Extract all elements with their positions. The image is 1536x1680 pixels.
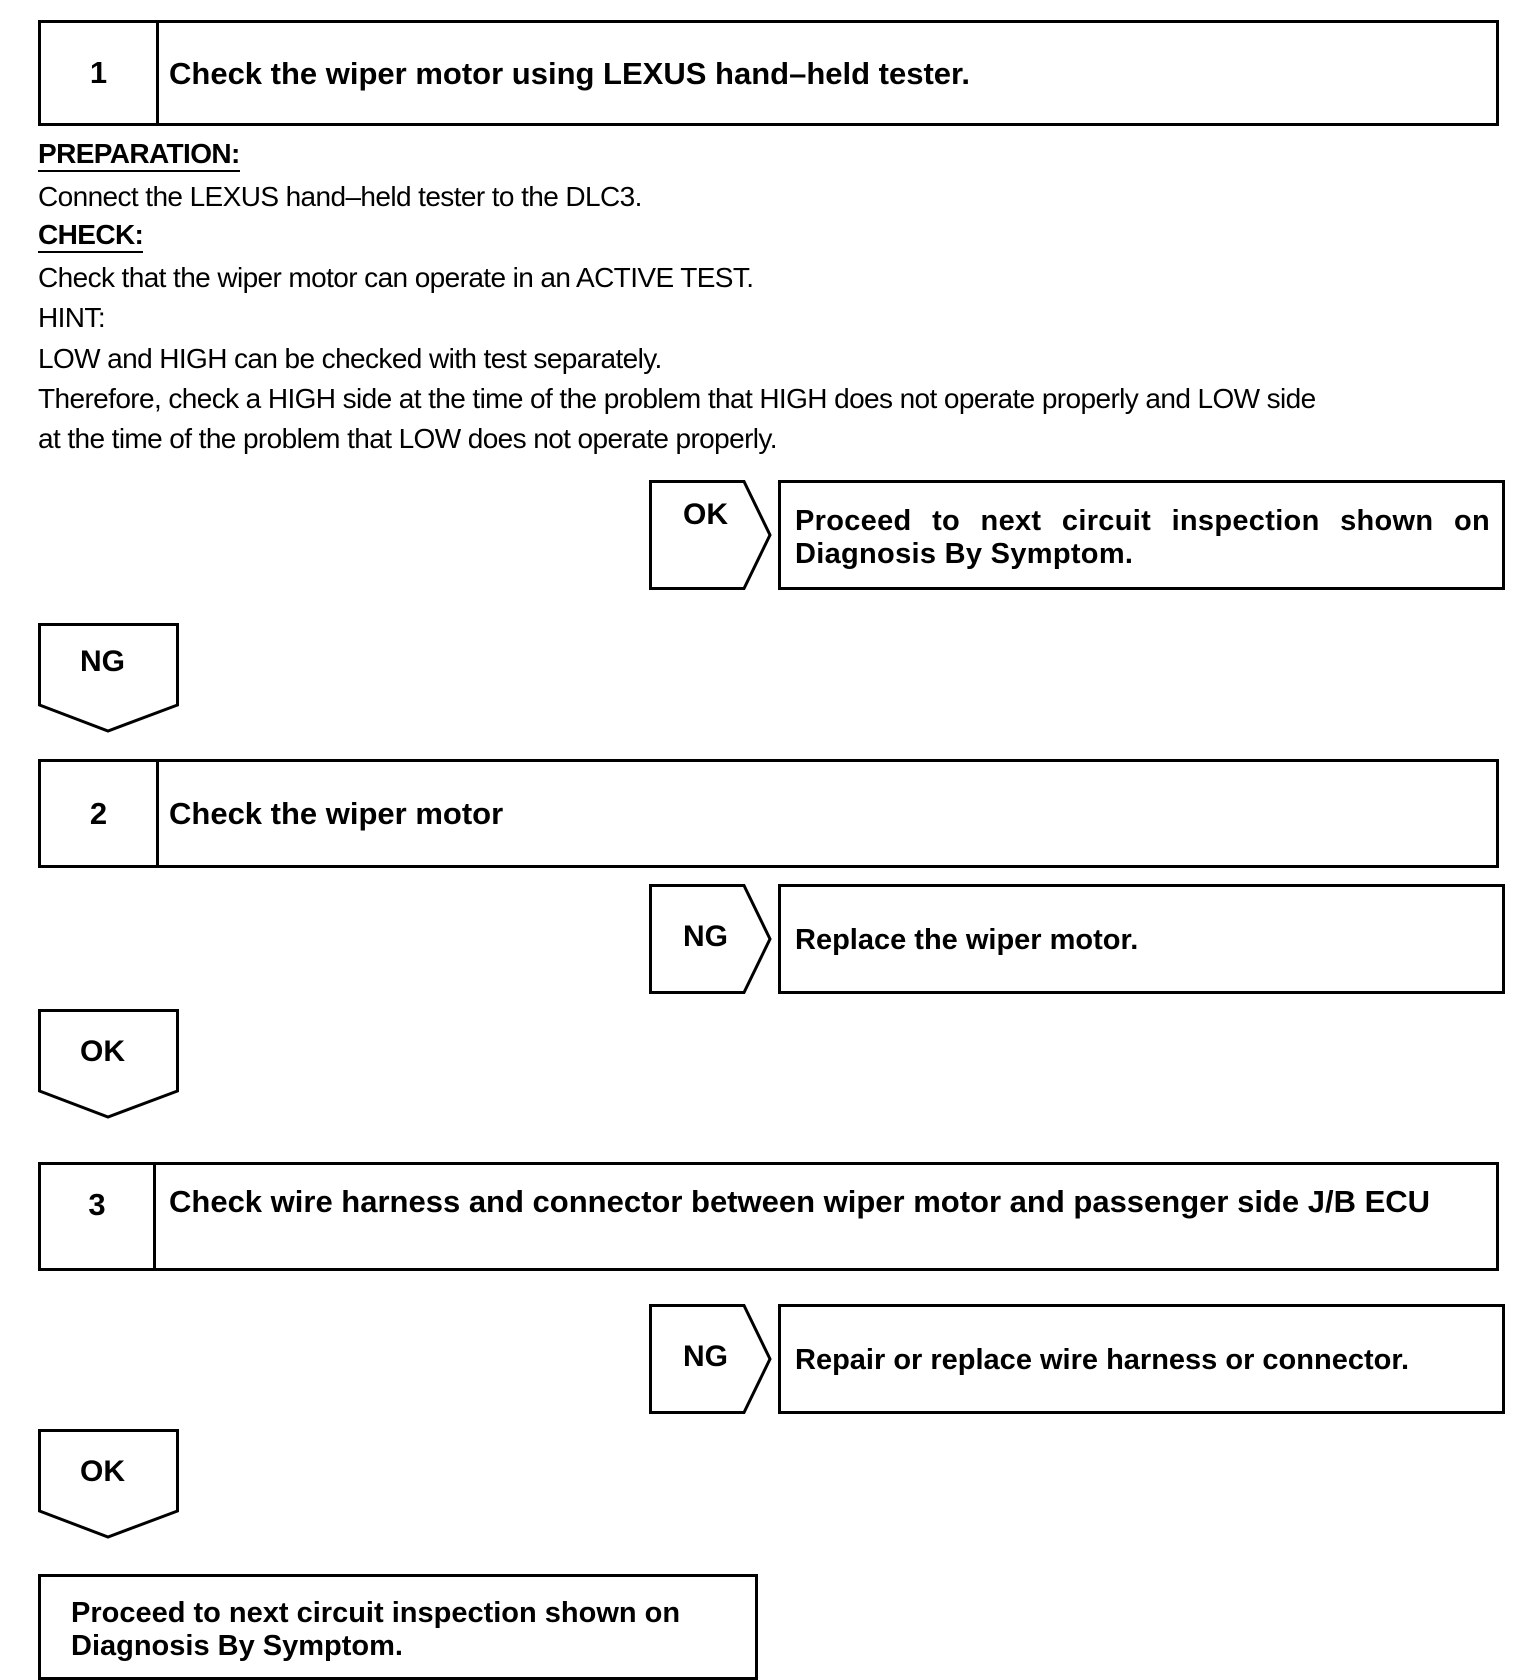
step-title: Check wire harness and connector between wiper motor and passenger side J/B ECU: [169, 1184, 1431, 1219]
step-number: 2: [41, 762, 159, 865]
check-heading: CHECK:: [38, 219, 143, 253]
check-text: Check that the wiper motor can operate in an ACTIVE TEST.: [38, 262, 754, 293]
branch-label: OK: [80, 1035, 125, 1068]
hint-label: HINT:: [38, 302, 106, 333]
result-text: Proceed to next circuit inspection shown on Diagnosis By Symptom.: [795, 505, 1490, 570]
branch-label: NG: [683, 1340, 728, 1373]
ng-arrow-3: [649, 1304, 773, 1414]
step-2-box: [38, 759, 1499, 868]
final-result-box: [38, 1574, 758, 1680]
ng-arrow-2: [649, 884, 773, 994]
preparation-heading: PREPARATION:: [38, 138, 240, 172]
branch-label: OK: [80, 1455, 125, 1488]
result-box-3: [778, 1304, 1505, 1414]
result-box-2: [778, 884, 1505, 994]
ok-arrow-1: [649, 480, 773, 590]
ok-down-arrow-2: [38, 1009, 179, 1119]
branch-label: OK: [683, 498, 728, 531]
branch-label: NG: [683, 920, 728, 953]
step-number: 3: [41, 1165, 156, 1268]
step-title: Check the wiper motor: [169, 796, 504, 831]
ng-down-arrow-1: [38, 623, 179, 733]
right-arrow-shape: [649, 480, 773, 590]
step-title: Check the wiper motor using LEXUS hand–held tester.: [169, 55, 970, 91]
step-3-box: [38, 1162, 1499, 1271]
step-1-box: [38, 20, 1499, 126]
result-text: Repair or replace wire harness or connector.: [795, 1344, 1410, 1376]
hint-line-2: Therefore, check a HIGH side at the time of the problem that HIGH does not operate properly and LOW side: [38, 383, 1316, 414]
result-text: Replace the wiper motor.: [795, 924, 1139, 956]
final-result-text: Proceed to next circuit inspection shown on Diagnosis By Symptom.: [71, 1597, 681, 1662]
hint-line-3: at the time of the problem that LOW does not operate properly.: [38, 423, 777, 454]
result-box-1: [778, 480, 1505, 590]
ok-down-arrow-3: [38, 1429, 179, 1539]
hint-line-1: LOW and HIGH can be checked with test separately.: [38, 343, 662, 374]
step-number: 1: [41, 23, 159, 123]
preparation-text: Connect the LEXUS hand–held tester to the DLC3.: [38, 181, 642, 212]
branch-label: NG: [80, 645, 125, 678]
